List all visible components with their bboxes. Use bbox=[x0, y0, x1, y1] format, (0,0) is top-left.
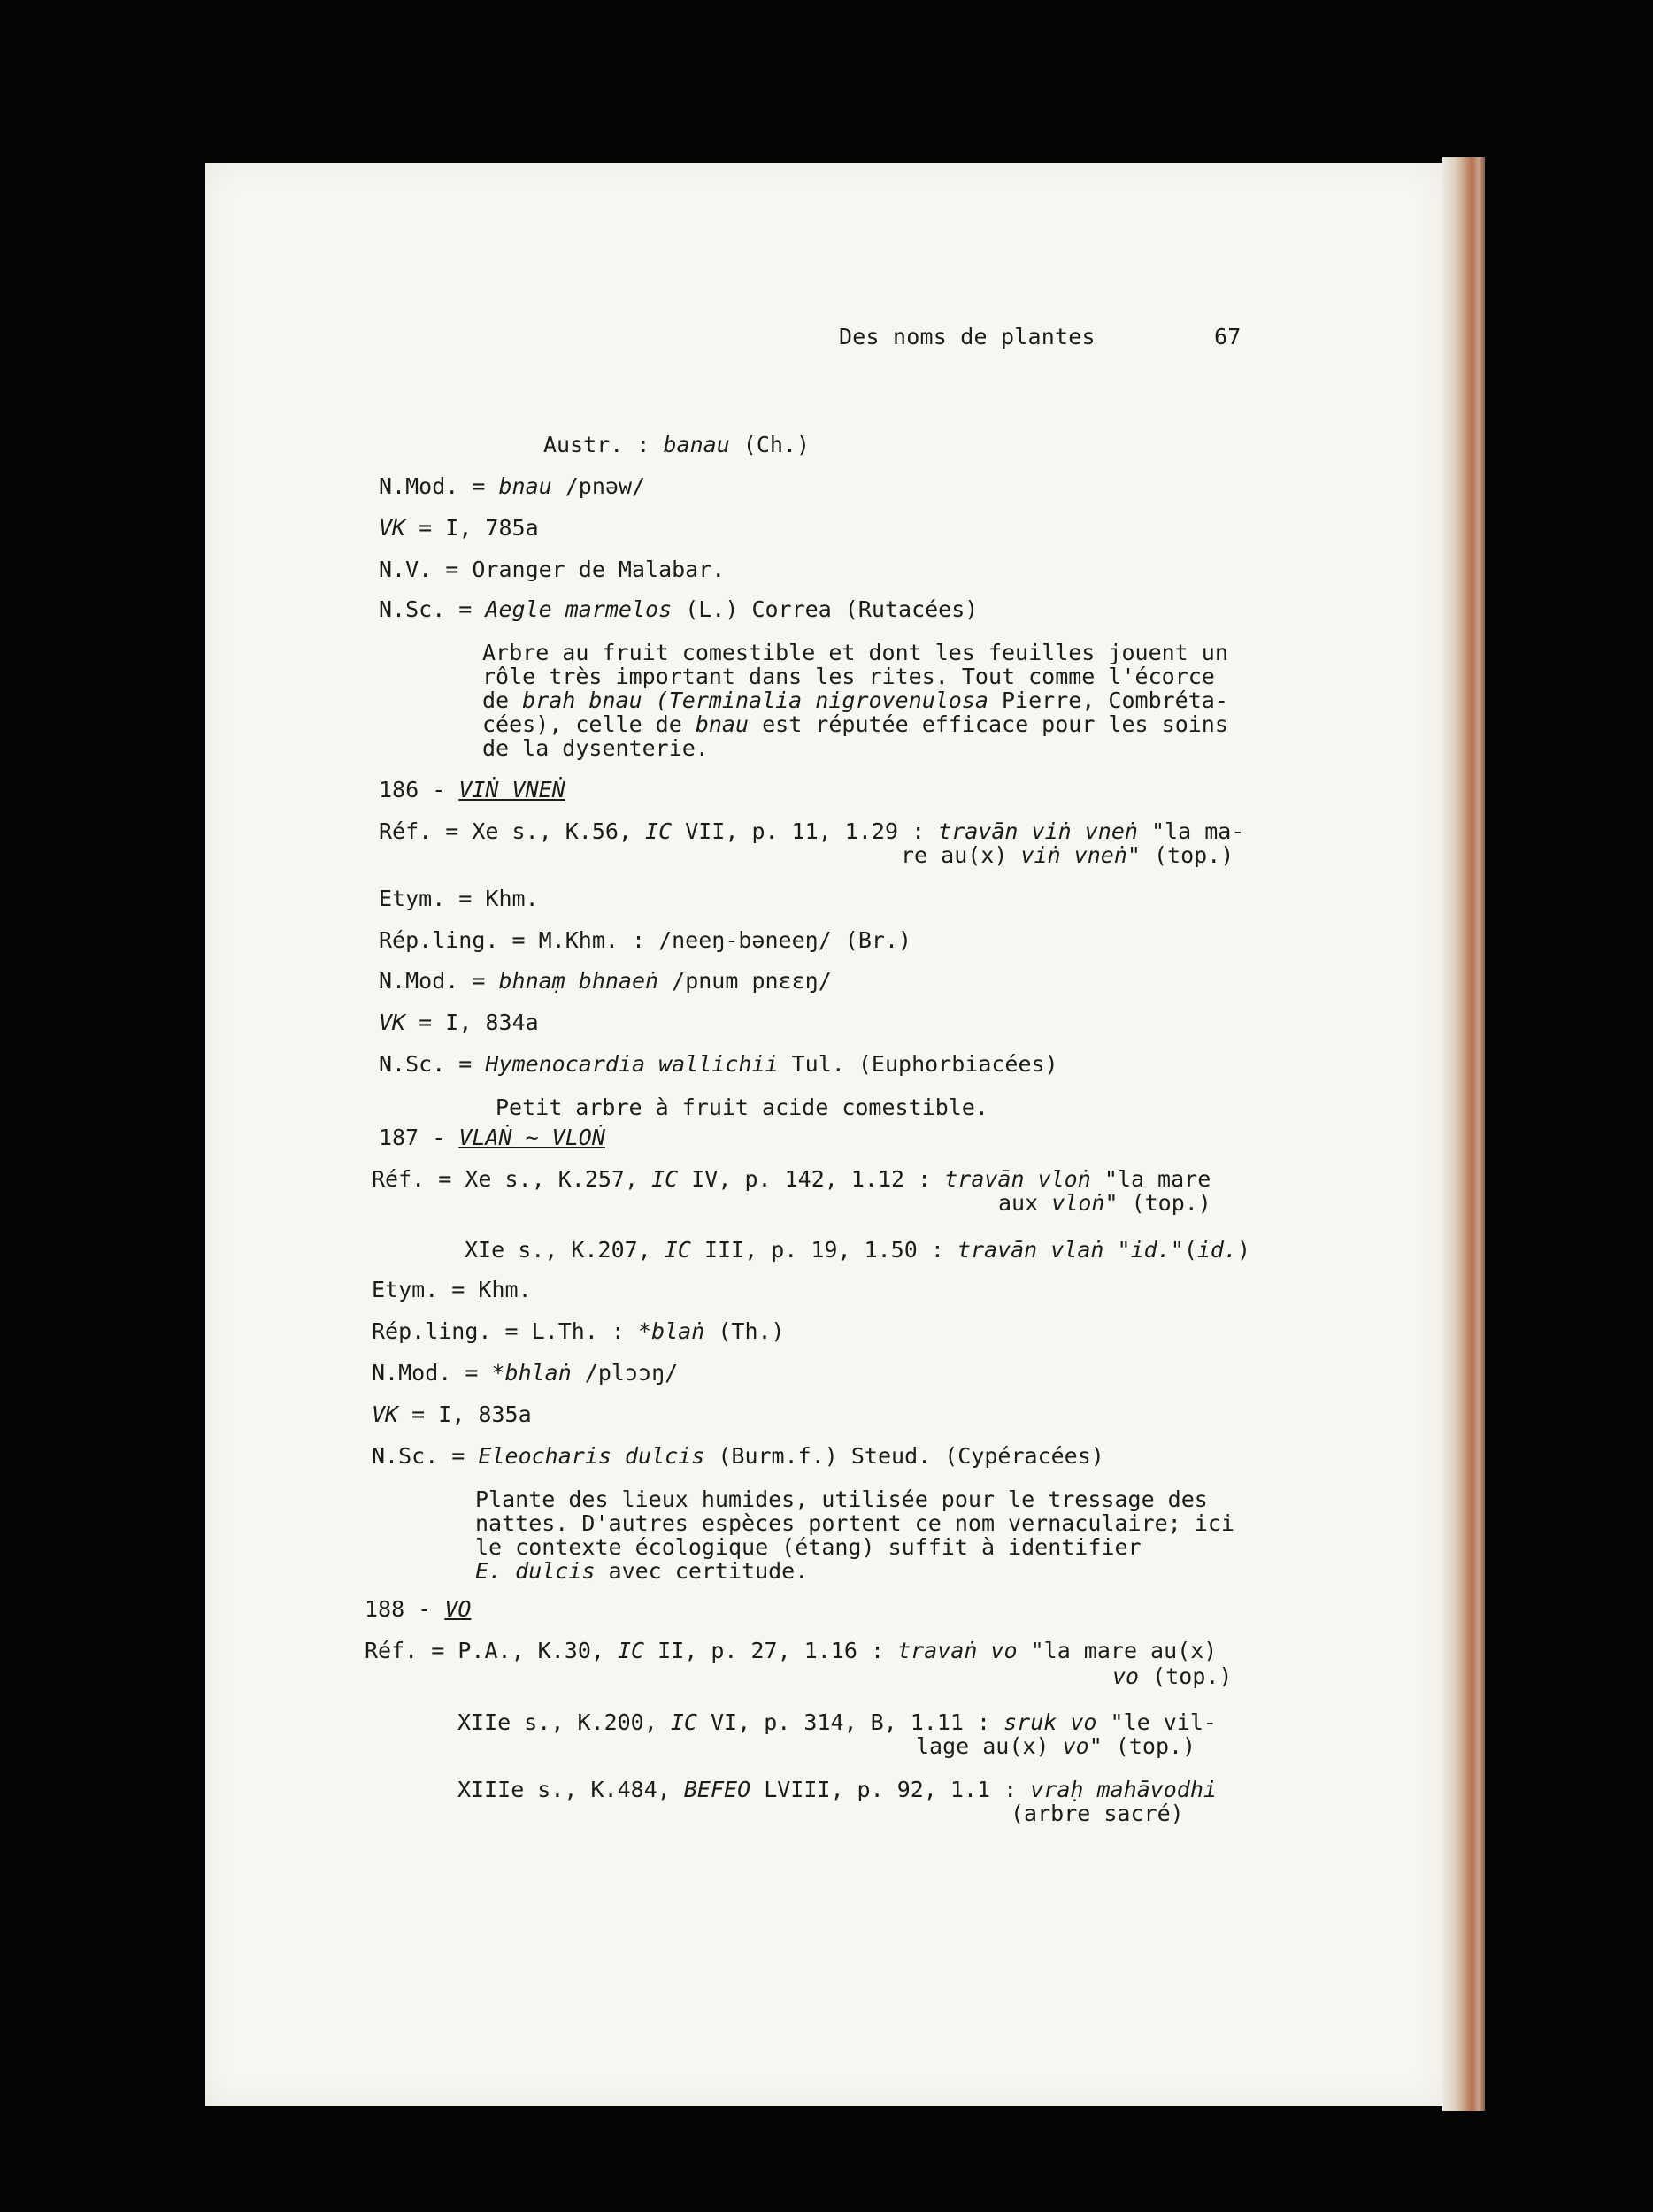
page-stack-edge bbox=[1442, 157, 1485, 2111]
text-line: nattes. D'autres espèces portent ce nom vernaculaire; ici bbox=[475, 1510, 1234, 1536]
text-line: Réf. = P.A., K.30, IC II, p. 27, 1.16 : travaṅ vo "la mare au(x) bbox=[365, 1638, 1218, 1663]
text-line: Rép.ling. = M.Khm. : /neeŋ-bəneeŋ/ (Br.) bbox=[379, 927, 912, 953]
text-line: Réf. = Xe s., K.257, IC IV, p. 142, 1.12 : travān vloṅ "la mare bbox=[372, 1166, 1211, 1192]
entry-heading-186: 186 - VIṄ VNEṄ bbox=[379, 777, 565, 803]
running-title: Des noms de plantes bbox=[839, 324, 1096, 349]
text-line: N.Mod. = bhnaṃ bhnaeṅ /pnum pnɛɛŋ/ bbox=[379, 968, 832, 994]
text-line: Rép.ling. = L.Th. : *blaṅ (Th.) bbox=[372, 1318, 785, 1344]
text-line: N.Mod. = *bhlaṅ /plɔɔŋ/ bbox=[372, 1360, 679, 1386]
text-line: vo (top.) bbox=[1112, 1663, 1233, 1689]
text-line: Etym. = Khm. bbox=[379, 886, 539, 911]
text-line: N.Sc. = Aegle marmelos (L.) Correa (Rutacées) bbox=[379, 596, 979, 622]
text-line: re au(x) viṅ vneṅ" (top.) bbox=[901, 842, 1234, 868]
text-line: Etym. = Khm. bbox=[372, 1277, 532, 1302]
page-number: 67 bbox=[1214, 324, 1242, 349]
text-line: N.V. = Oranger de Malabar. bbox=[379, 557, 726, 582]
text-line: N.Mod. = bnau /pnəw/ bbox=[379, 473, 646, 499]
text-line: lage au(x) vo" (top.) bbox=[916, 1733, 1196, 1759]
text-line: VK = I, 835a bbox=[372, 1402, 532, 1427]
text-line: Réf. = Xe s., K.56, IC VII, p. 11, 1.29 : travān viṅ vneṅ "la ma- bbox=[379, 818, 1245, 844]
text-line: XIIe s., K.200, IC VI, p. 314, B, 1.11 : sruk vo "le vil- bbox=[457, 1709, 1217, 1735]
text-line: Arbre au fruit comestible et dont les feuilles jouent un bbox=[482, 640, 1228, 665]
text-line: de la dysenterie. bbox=[482, 735, 709, 761]
text-line: N.Sc. = Hymenocardia wallichii Tul. (Euphorbiacées) bbox=[379, 1051, 1058, 1077]
text-line: Austr. : banau (Ch.) bbox=[543, 432, 811, 457]
entry-heading-187: 187 - VLAṄ ~ VLOṄ bbox=[379, 1125, 605, 1150]
text-line: aux vloṅ" (top.) bbox=[998, 1190, 1211, 1216]
text-line: Petit arbre à fruit acide comestible. bbox=[496, 1094, 988, 1120]
text-line: Plante des lieux humides, utilisée pour le tressage des bbox=[475, 1486, 1208, 1512]
text-line: VK = I, 834a bbox=[379, 1010, 539, 1035]
text-line: de brah bnau (Terminalia nigrovenulosa Pierre, Combréta- bbox=[482, 687, 1228, 713]
text-line: E. dulcis avec certitude. bbox=[475, 1558, 809, 1584]
text-line: le contexte écologique (étang) suffit à identifier bbox=[475, 1534, 1142, 1560]
text-line: XIIIe s., K.484, BEFEO LVIII, p. 92, 1.1 : vraḥ mahāvodhi bbox=[457, 1777, 1217, 1802]
text-line: (arbre sacré) bbox=[1011, 1801, 1184, 1826]
text-line: cées), celle de bnau est réputée efficace pour les soins bbox=[482, 711, 1228, 737]
text-line: rôle très important dans les rites. Tout comme l'écorce bbox=[482, 664, 1215, 689]
entry-heading-188: 188 - VO bbox=[365, 1596, 472, 1622]
text-line: XIe s., K.207, IC III, p. 19, 1.50 : travān vlaṅ "id."(id.) bbox=[465, 1237, 1251, 1263]
text-line: N.Sc. = Eleocharis dulcis (Burm.f.) Steud. (Cypéracées) bbox=[372, 1443, 1104, 1469]
text-line: VK = I, 785a bbox=[379, 515, 539, 541]
